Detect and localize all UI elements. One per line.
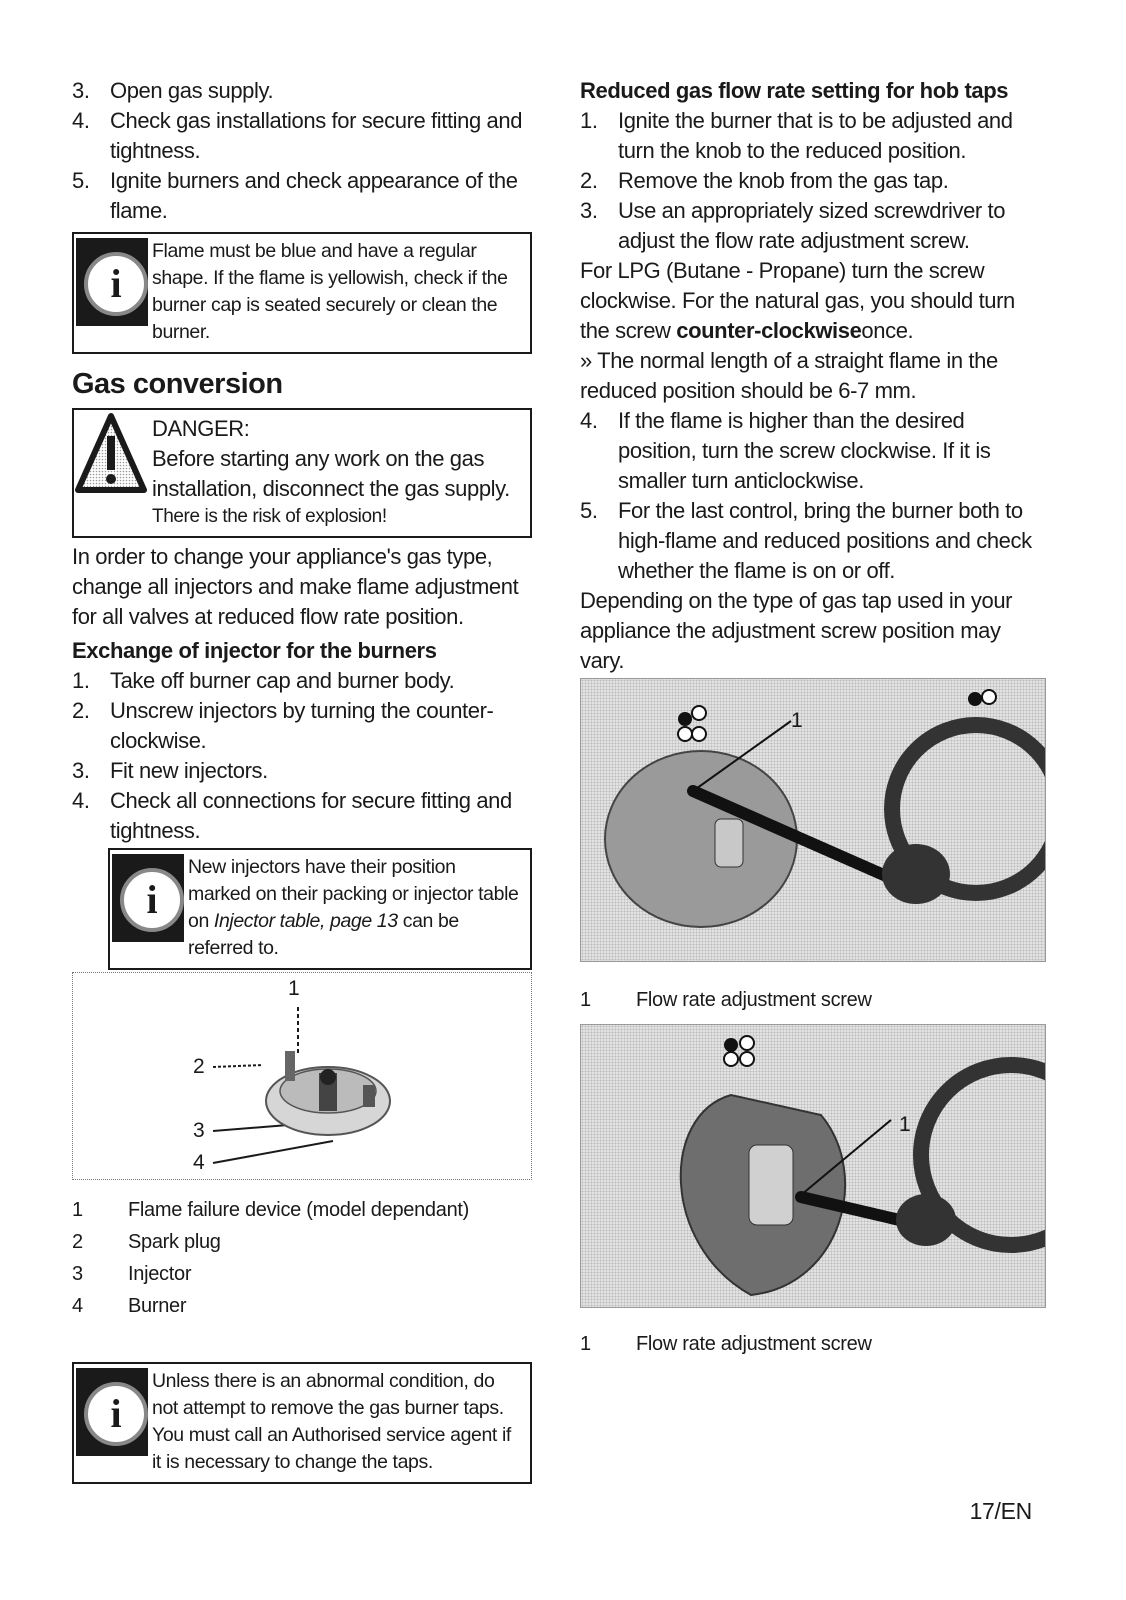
lpg-bold-text: counter-clockwise (676, 318, 862, 343)
depending-paragraph: Depending on the type of gas tap used in your appliance the adjustment screw position may vary. (580, 588, 1013, 673)
lpg-paragraph (580, 256, 1046, 346)
note-text (184, 850, 530, 968)
step-number: 3. (72, 78, 90, 103)
warning-triangle-icon (74, 410, 148, 500)
step-text: Open gas supply. (110, 78, 274, 103)
list-item (580, 106, 1046, 166)
figure-label-4: 4 (193, 1151, 205, 1174)
step-number: 4. (72, 108, 90, 133)
list-item (72, 666, 532, 696)
legend-number: 1 (72, 1199, 83, 1221)
list-item (72, 106, 532, 166)
step-text: Ignite burners and check appearance of the flame. (110, 168, 518, 223)
step-number: 4. (580, 408, 598, 433)
list-item (580, 496, 1046, 586)
info-icon: i (76, 238, 148, 326)
figure-label-1: 1 (288, 977, 300, 1000)
legend-number: 3 (72, 1263, 83, 1285)
legend-text: Injector (128, 1263, 192, 1285)
figure-label-2: 2 (193, 1055, 205, 1078)
step-number: 5. (72, 168, 90, 193)
step-number: 3. (580, 198, 598, 223)
list-item (580, 406, 1046, 496)
reduced-steps-list-b (580, 406, 1046, 586)
caption-number: 1 (580, 989, 591, 1011)
step-text: Use an appropriately sized screwdriver to adjust the flow rate adjustment screw. (618, 198, 1006, 253)
info-note-injectors (108, 848, 532, 970)
figure-label-3: 3 (193, 1119, 205, 1142)
step-text: Check all connections for secure fitting and tightness. (110, 788, 512, 843)
page-number: 17/EN (969, 1498, 1032, 1524)
step-number: 5. (580, 498, 598, 523)
step-number: 3. (72, 758, 90, 783)
photo1-label: 1 (791, 709, 803, 732)
exchange-steps-list (72, 666, 532, 846)
reduced-steps-list-a (580, 106, 1046, 256)
list-item (72, 696, 532, 756)
result-line: » The normal length of a straight flame in the reduced position should be 6-7 mm. (580, 348, 998, 403)
step-text: Check gas installations for secure fitting and tightness. (110, 108, 523, 163)
list-item (72, 166, 532, 226)
lpg-text: For LPG (Butane - Propane) turn the screw clockwise. For the natural gas, you should turn the screw (580, 258, 1015, 343)
adjustment-drawing-1 (581, 679, 1046, 961)
legend-row (72, 1194, 532, 1226)
figure-legend (72, 1194, 532, 1322)
danger-text (148, 410, 530, 536)
list-item (72, 756, 532, 786)
adjustment-photo-1 (580, 678, 1046, 962)
lpg-text: once. (861, 318, 914, 343)
subhead-exchange: Exchange of injector for the burners (72, 638, 437, 663)
caption-row (580, 984, 1046, 1016)
danger-small: There is the risk of explosion! (152, 506, 387, 527)
steps-top-list (72, 76, 532, 226)
note-text: Unless there is an abnormal condition, do not attempt to remove the gas burner taps. You must call an Authorised service agent if it is necessary to change the taps. (152, 1370, 511, 1473)
note-text-part: can be referred to. (188, 910, 459, 959)
left-column (72, 76, 532, 1484)
legend-number: 2 (72, 1231, 83, 1253)
burner-drawing (73, 973, 531, 1179)
danger-label: DANGER: (152, 416, 250, 441)
step-text: Take off burner cap and burner body. (110, 668, 455, 693)
caption-1 (580, 984, 1046, 1016)
step-text: If the flame is higher than the desired position, turn the screw clockwise. If it is smaller turn anticlockwise. (618, 408, 991, 493)
legend-text: Burner (128, 1295, 187, 1317)
danger-note (72, 408, 532, 538)
burner-exploded-figure (72, 972, 532, 1180)
info-note-taps (72, 1362, 532, 1484)
step-number: 2. (72, 698, 90, 723)
info-icon: i (76, 1368, 148, 1456)
caption-number: 1 (580, 1333, 591, 1355)
step-text: Unscrew injectors by turning the counter-clockwise. (110, 698, 494, 753)
intro-paragraph: In order to change your appliance's gas type, change all injectors and make flame adjustment for all valves at reduced flow rate position. (72, 544, 519, 629)
step-number: 1. (580, 108, 598, 133)
danger-body: Before starting any work on the gas installation, disconnect the gas supply. (152, 446, 510, 501)
caption-2 (580, 1328, 1046, 1360)
list-item (72, 786, 532, 846)
list-item (580, 166, 1046, 196)
legend-text: Flame failure device (model dependant) (128, 1199, 470, 1221)
note-text-part: New injectors have their position marked on their packing or injector table on (188, 856, 519, 932)
note-text: Flame must be blue and have a regular shape. If the flame is yellowish, check if the burner cap is seated securely or clean the burner. (152, 240, 508, 343)
legend-number: 4 (72, 1295, 83, 1317)
caption-text: Flow rate adjustment screw (636, 989, 872, 1011)
section-title-gas-conversion: Gas conversion (72, 368, 283, 400)
step-number: 4. (72, 788, 90, 813)
step-text: For the last control, bring the burner both to high-flame and reduced positions and check whether the flame is on or off. (618, 498, 1032, 583)
injector-table-link[interactable]: Injector table, page 13 (213, 910, 398, 932)
caption-row (580, 1328, 1046, 1360)
subhead-reduced-gas: Reduced gas flow rate setting for hob taps (580, 78, 1009, 103)
legend-row (72, 1226, 532, 1258)
legend-row (72, 1258, 532, 1290)
list-item (72, 76, 532, 106)
list-item (580, 196, 1046, 256)
info-icon: i (112, 854, 184, 942)
step-number: 1. (72, 668, 90, 693)
legend-text: Spark plug (128, 1231, 221, 1253)
photo2-label: 1 (899, 1113, 911, 1136)
right-column (580, 76, 1046, 1360)
adjustment-photo-2 (580, 1024, 1046, 1308)
step-text: Ignite the burner that is to be adjusted and turn the knob to the reduced position. (618, 108, 1013, 163)
caption-text: Flow rate adjustment screw (636, 1333, 872, 1355)
step-number: 2. (580, 168, 598, 193)
step-text: Remove the knob from the gas tap. (618, 168, 949, 193)
adjustment-drawing-2 (581, 1025, 1046, 1307)
info-note-flame (72, 232, 532, 354)
step-text: Fit new injectors. (110, 758, 268, 783)
legend-row (72, 1290, 532, 1322)
